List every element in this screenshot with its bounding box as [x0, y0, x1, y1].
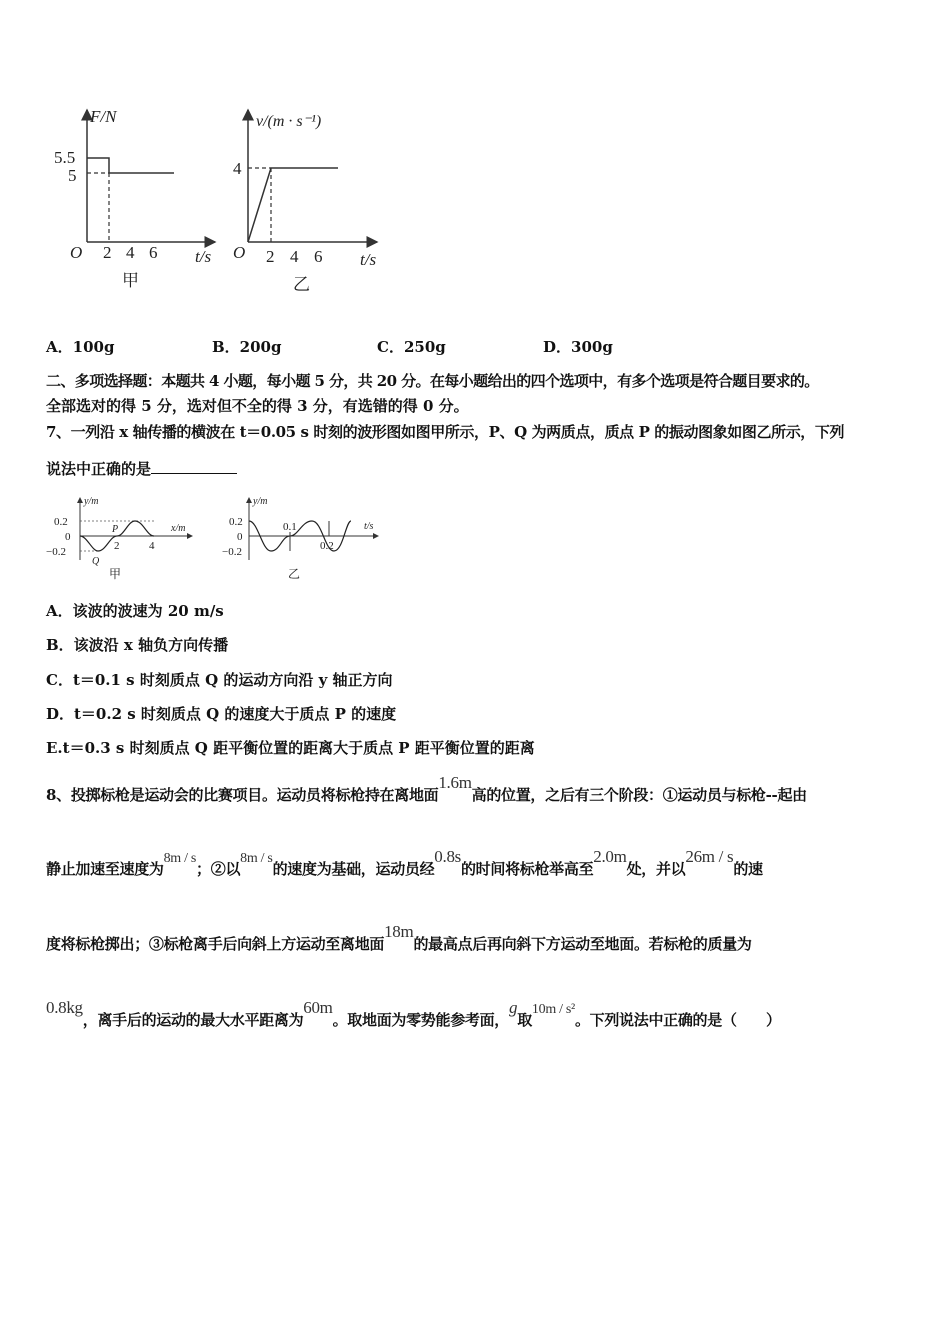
point-p-label: P — [112, 524, 119, 535]
x-tick-6: 6 — [314, 247, 323, 266]
q7-option-b[interactable]: B．该波沿 x 轴负方向传播 — [46, 636, 229, 654]
q8-text: ；②以 — [196, 860, 241, 878]
q8-text: 。下列说法中正确的是（ ） — [574, 1011, 781, 1029]
y-tick-5: 5 — [68, 166, 77, 185]
x-tick-2: 2 — [103, 243, 112, 262]
q7-option-c[interactable]: C．t＝0.1 s 时刻质点 Q 的运动方向沿 y 轴正方向 — [46, 671, 393, 689]
q7-stem-line1: 7、一列沿 x 轴传播的横波在 t＝0.05 s 时刻的波形图如图甲所示，P、Q 为两质点，质点 P 的振动图象如图乙所示，下列 — [46, 423, 845, 441]
q7-stem-line2 — [46, 458, 237, 479]
x-tick-4: 4 — [149, 540, 155, 552]
x-tick-4: 4 — [126, 243, 135, 262]
q8-text: 高的位置，之后有三个阶段：①运动员与标枪--起由 — [471, 786, 807, 804]
math-value: 0.8s — [434, 847, 461, 866]
x-axis-label: x/m — [171, 523, 186, 534]
origin-label: O — [70, 243, 83, 262]
x-axis-label: t/s — [360, 250, 377, 269]
q8-text: 8、投掷标枪是运动会的比赛项目。运动员将标枪持在离地面 — [46, 786, 439, 804]
q6-option-b[interactable]: B．200g — [212, 338, 282, 356]
q6-option-d[interactable]: D．300g — [543, 338, 613, 356]
x-tick-2: 2 — [114, 540, 120, 552]
point-q-label: Q — [92, 556, 100, 567]
q6-option-c[interactable]: C．250g — [377, 338, 446, 356]
x-tick-4: 4 — [290, 247, 299, 266]
x-tick-0.1: 0.1 — [283, 521, 297, 533]
y-axis-label: y/m — [84, 496, 99, 507]
math-value: 1.6m — [438, 773, 472, 792]
section-heading-line1: 二、多项选择题：本题共 4 小题，每小题 5 分，共 20 分。在每小题给出的四个选项中，有多个选项是符合题目要求的。 — [46, 372, 819, 390]
q8-text: 度将标枪掷出；③标枪离手后向斜上方运动至离地面 — [46, 935, 385, 953]
section-heading-line2: 全部选对的得 5 分，选对但不全的得 3 分，有选错的得 0 分。 — [46, 397, 469, 415]
math-value: 10m / s² — [531, 1002, 575, 1017]
q8-text: 。取地面为零势能参考面， — [332, 1011, 510, 1029]
math-value: 26m / s — [685, 847, 734, 866]
force-time-graph — [50, 100, 220, 300]
y-axis-label: v/(m · s⁻¹) — [256, 113, 322, 130]
q8-text: ，离手后的运动的最大水平距离为 — [82, 1011, 304, 1029]
y-axis-label: y/m — [253, 496, 268, 507]
y-tick-4: 4 — [233, 159, 242, 178]
q8-line4 — [46, 998, 781, 1030]
graph-caption: 甲 — [109, 567, 122, 581]
q8-text: 的时间将标枪举高至 — [460, 860, 594, 878]
velocity-line — [248, 168, 338, 242]
y-tick-bottom: −0.2 — [222, 546, 242, 558]
answer-blank[interactable] — [151, 459, 237, 474]
q7-option-d[interactable]: D．t＝0.2 s 时刻质点 Q 的速度大于质点 P 的速度 — [46, 705, 397, 723]
velocity-time-graph — [225, 100, 395, 300]
math-value: 2.0m — [593, 847, 627, 866]
q8-line3 — [46, 922, 752, 954]
q7-option-e[interactable]: E.t＝0.3 s 时刻质点 Q 距平衡位置的距离大于质点 P 距平衡位置的距离 — [46, 739, 535, 757]
graph-caption: 甲 — [122, 271, 139, 290]
q8-text: 的速度为基础，运动员经 — [272, 860, 435, 878]
y-tick-top: 0.2 — [229, 516, 243, 528]
q8-text: 的最高点后再向斜下方运动至地面。若标枪的质量为 — [413, 935, 752, 953]
q8-text: 的速 — [733, 860, 763, 878]
math-value: 18m — [384, 922, 414, 941]
q6-option-a[interactable]: A．100g — [46, 338, 115, 356]
origin-label: O — [233, 243, 246, 262]
math-value: 8m / s — [240, 851, 273, 866]
x-tick-6: 6 — [149, 243, 158, 262]
q7-stem-text: 说法中正确的是 — [46, 460, 152, 478]
q8-text: 处，并以 — [626, 860, 686, 878]
x-axis-label: t/s — [364, 521, 374, 532]
q8-text: 静止加速至速度为 — [46, 860, 164, 878]
q8-line2 — [46, 847, 763, 879]
q7-option-a[interactable]: A．该波的波速为 20 m/s — [46, 602, 224, 620]
y-tick-bottom: −0.2 — [46, 546, 66, 558]
x-tick-2: 2 — [266, 247, 275, 266]
force-line — [87, 158, 174, 173]
y-tick-zero: 0 — [65, 531, 71, 543]
math-value: g — [509, 998, 518, 1017]
graph-caption: 乙 — [288, 567, 301, 581]
y-tick-top: 0.2 — [54, 516, 68, 528]
x-axis-label: t/s — [195, 247, 212, 266]
wave-graph-b — [220, 492, 390, 582]
q8-line1 — [46, 773, 807, 805]
x-tick-0.2: 0.2 — [320, 540, 334, 552]
math-value: 0.8kg — [46, 998, 83, 1017]
y-tick-5.5: 5.5 — [54, 148, 76, 167]
math-value: 8m / s — [163, 851, 197, 866]
math-value: 60m — [303, 998, 333, 1017]
wave-graph-a — [40, 492, 200, 582]
y-tick-zero: 0 — [237, 531, 243, 543]
graph-caption: 乙 — [293, 275, 310, 294]
y-axis-label: F/N — [90, 107, 117, 126]
q8-text: 取 — [517, 1011, 532, 1029]
